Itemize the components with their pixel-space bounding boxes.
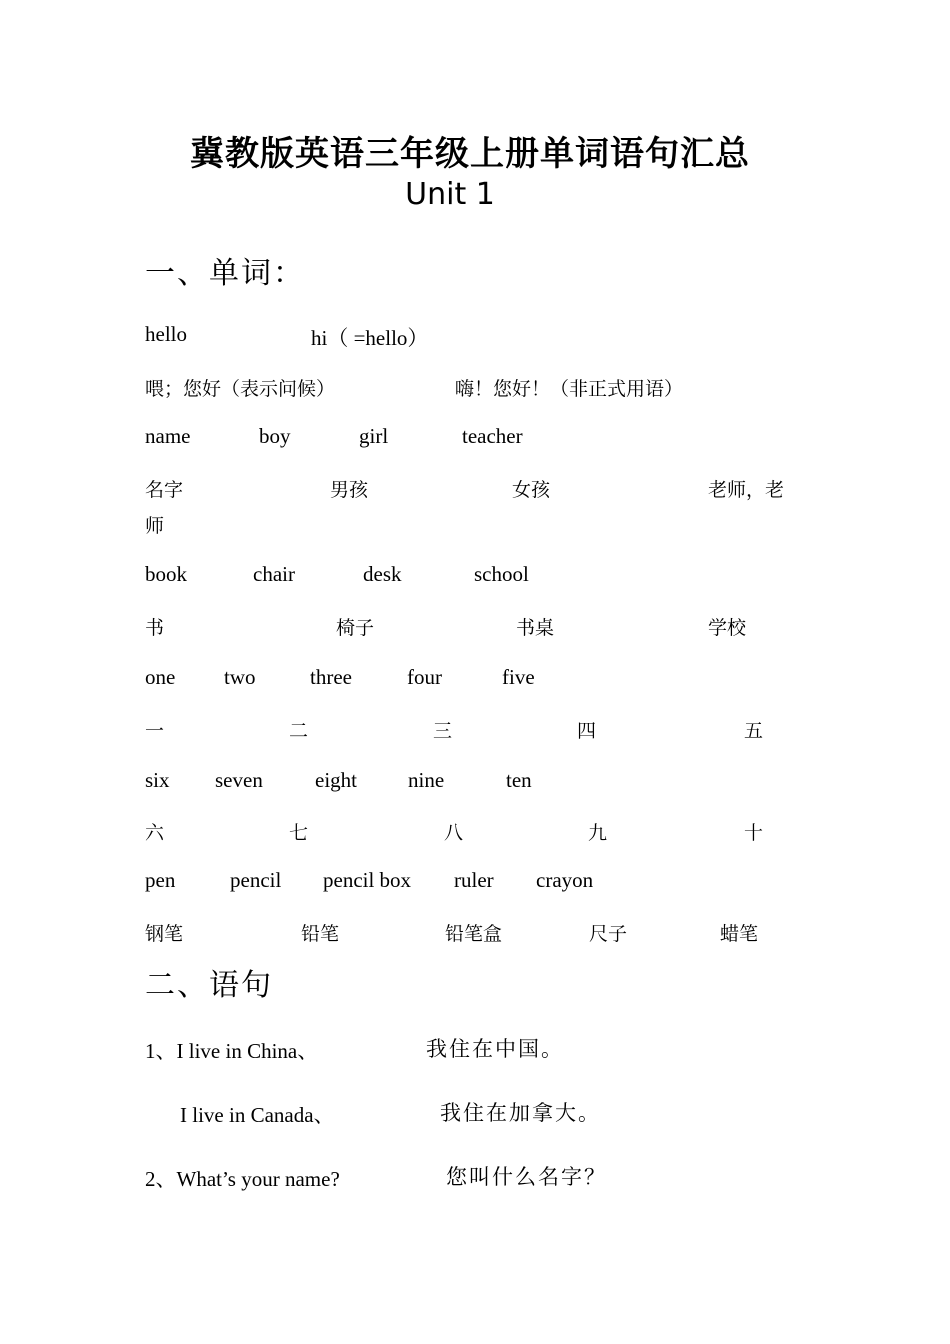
word-zh: 尺子: [589, 923, 628, 945]
word-en: pen: [145, 868, 176, 892]
word-zh: 三: [433, 720, 453, 742]
sentence-zh: 我住在中国。: [426, 1037, 564, 1061]
sentence-zh: 我住在加拿大。: [440, 1101, 601, 1125]
word-zh: 椅子: [336, 617, 375, 639]
word-en: seven: [215, 768, 263, 792]
word-en: crayon: [536, 868, 594, 892]
word-en: name: [145, 424, 191, 448]
word-zh: 名字: [145, 479, 184, 501]
word-en: teacher: [462, 424, 523, 448]
word-zh: 七: [289, 822, 309, 844]
word-zh: 女孩: [512, 479, 551, 501]
word-zh: 一: [145, 720, 165, 742]
word-en: pencil box: [323, 868, 412, 892]
word-zh: 四: [577, 720, 597, 742]
sentence-en: 1、I live in China、: [145, 1039, 319, 1063]
sentence-zh: 您叫什么名字？: [446, 1165, 607, 1189]
word-en: four: [407, 665, 442, 689]
word-en: one: [145, 665, 176, 689]
word-zh: 嗨！您好！（非正式用语）: [455, 378, 684, 400]
word-zh: 二: [289, 720, 309, 742]
word-zh: 男孩: [330, 479, 369, 501]
section-heading-sentences: 二、语句: [145, 968, 273, 1003]
word-zh: 书桌: [516, 617, 555, 639]
document-title: 冀教版英语三年级上册单词语句汇总: [190, 134, 750, 174]
word-zh: 八: [444, 822, 464, 844]
word-en: pencil: [230, 868, 282, 892]
word-en: book: [145, 562, 187, 586]
word-en: school: [474, 562, 529, 586]
word-en: eight: [315, 768, 357, 792]
unit-title: Unit 1: [405, 177, 495, 212]
sentence-en: I live in Canada、: [180, 1103, 335, 1127]
word-zh: 五: [744, 720, 764, 742]
word-zh: 九: [588, 822, 608, 844]
word-en: nine: [408, 768, 445, 792]
word-zh: 书: [145, 617, 165, 639]
word-zh: 学校: [708, 617, 747, 639]
word-zh: 十: [744, 822, 764, 844]
word-en: hello: [145, 322, 187, 346]
word-en: boy: [259, 424, 291, 448]
word-zh: 六: [145, 822, 165, 844]
word-zh: 喂；您好（表示问候）: [145, 378, 336, 400]
word-en: three: [310, 665, 352, 689]
word-en: ten: [506, 768, 532, 792]
word-en: desk: [363, 562, 402, 586]
word-en: five: [502, 665, 535, 689]
word-en: ruler: [454, 868, 494, 892]
word-zh: 钢笔: [145, 923, 184, 945]
sentence-en: 2、What’s your name?: [145, 1167, 340, 1191]
word-en: six: [145, 768, 170, 792]
section-heading-words: 一、单词：: [145, 256, 305, 291]
word-zh: 铅笔盒: [445, 923, 503, 945]
word-zh: 蜡笔: [720, 923, 759, 945]
word-zh: 老师，老: [708, 479, 785, 501]
word-en: girl: [359, 424, 389, 448]
word-zh-wrap: 师: [145, 515, 165, 537]
word-en: hi（ =hello）: [311, 326, 429, 350]
word-zh: 铅笔: [301, 923, 340, 945]
word-en: chair: [253, 562, 295, 586]
word-en: two: [224, 665, 256, 689]
